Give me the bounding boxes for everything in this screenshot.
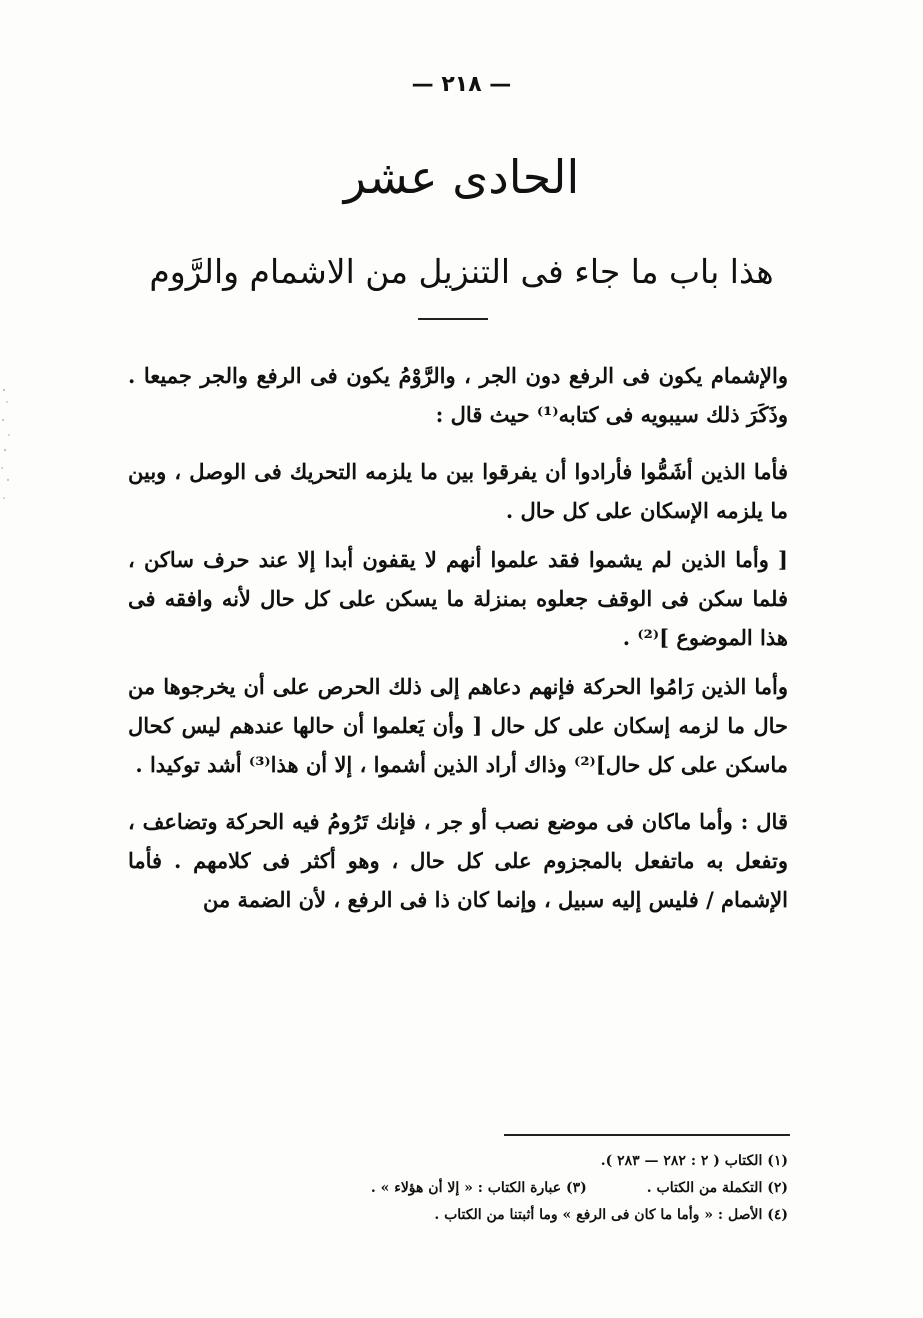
paragraph-4: وأما الذين رَامُوا الحركة فإنهم دعاهم إلى ذلك الحرص على أن يخرجوها من حال ما لزمه إسكان على كل حال [ وأن يَعلموا أن حالها عندهم ليس كحال ماسكن على كل حال]⁽²⁾ وذاك أراد الذين أشموا ، إلا أن هذا⁽³⁾ أشد توكيدا . bbox=[128, 674, 788, 777]
footnote-4: (٤) الأصل : « وأما ما كان فى الرفع » وما أثبتنا من الكتاب . bbox=[434, 1207, 788, 1223]
scan-specks bbox=[0, 380, 20, 510]
paragraph-2: فأما الذين أشَمُّوا فأرادوا أن يفرقوا بين ما يلزمه التحريك فى الوصل ، وبين ما يلزمه الإسكان على كل حال . bbox=[128, 459, 788, 523]
paragraph-5: قال : وأما ماكان فى موضع نصب أو جر ، فإنك تَرُومُ فيه الحركة وتضاعف ، وتفعل به ماتفعل بالمجزوم على كل حال ، وهو أكثر فى كلامهم . فأما الإشمام / فليس إليه سبيل ، وإنما كان ذا فى الرفع ، لأن الضمة من bbox=[128, 809, 788, 912]
footnote-row bbox=[128, 1202, 788, 1229]
section-title: هذا باب ما جاء فى التنزيل من الاشمام والرَّوم bbox=[149, 252, 774, 291]
footnote-row bbox=[128, 1148, 788, 1175]
page-number: — ٢١٨ — bbox=[411, 72, 512, 97]
footnotes bbox=[128, 1148, 788, 1229]
footnote-row bbox=[128, 1175, 788, 1202]
footnote-divider bbox=[504, 1134, 790, 1136]
chapter-title: الحادى عشر bbox=[343, 150, 580, 204]
footnote-2: (٢) التكملة من الكتاب . bbox=[646, 1180, 788, 1196]
footnote-3: (٣) عبارة الكتاب : « إلا أن هؤلاء » . bbox=[370, 1180, 587, 1196]
main-text bbox=[128, 356, 788, 919]
paragraph-1: والإشمام يكون فى الرفع دون الجر ، والرَّوْمُ يكون فى الرفع والجر جميعا . وذَكَرَ ذلك سيبويه فى كتابه⁽¹⁾ حيث قال : bbox=[128, 363, 788, 427]
title-divider bbox=[418, 318, 488, 320]
paragraph-3: [ وأما الذين لم يشموا فقد علموا أنهم لا يقفون أبدا إلا عند حرف ساكن ، فلما سكن فى الوقف جعلوه بمنزلة ما يسكن على كل حال لأنه وافقه فى هذا الموضوع ]⁽²⁾ . bbox=[128, 547, 788, 650]
footnote-1: (١) الكتاب ( ٢ : ٢٨٢ — ٢٨٣ ). bbox=[600, 1153, 788, 1169]
